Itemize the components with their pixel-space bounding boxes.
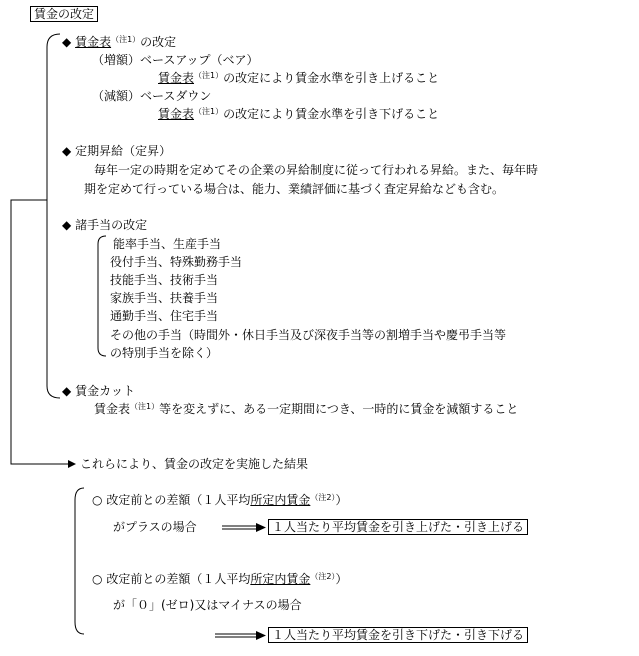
periodic-line-1: 毎年一定の時期を定めてその企業の昇給制度に従って行われる昇給。また、毎年時 [94, 163, 539, 177]
diamond-bullet-icon: ◆ [62, 35, 72, 49]
allowance-item: 家族手当、扶養手当 [110, 291, 219, 305]
wage-table-ref: 賃金表 [158, 107, 195, 121]
allowance-item: の特別手当を除く） [110, 346, 219, 360]
outcome-plus-heading: ○ 改定前との差額（１人平均所定内賃金$^{(注2)}$） [92, 493, 348, 507]
decrease-label: （減額）ベースダウン [92, 89, 212, 103]
diamond-bullet-icon: ◆ [62, 384, 72, 398]
zero-arrow-head [256, 631, 266, 640]
diamond-bullet-icon: ◆ [62, 144, 72, 158]
allowances-head: 諸手当の改定 [75, 218, 148, 232]
note-mark: （注1） [194, 107, 224, 116]
item-cut [62, 383, 135, 399]
decrease-desc-line [158, 106, 439, 124]
note-mark: （注1） [130, 402, 160, 411]
wage-table-tail: の改定 [140, 35, 177, 49]
item-allowances [62, 217, 147, 233]
cut-wage-table: 賃金表 [94, 402, 131, 416]
zero-result-box: １人当たり平均賃金を引き下げた・引き下げる [268, 627, 528, 643]
plus-result-box: １人当たり平均賃金を引き上げた・引き上げる [268, 519, 528, 535]
plus-arrow-head [256, 523, 266, 532]
note-mark: （注1） [194, 71, 224, 80]
outcome-bracket [75, 488, 84, 634]
wage-table-ref: 賃金表 [158, 71, 195, 85]
cut-desc-line [94, 401, 518, 419]
wage-table-label: 賃金表 [75, 35, 112, 49]
cut-head: 賃金カット [75, 384, 135, 398]
note-mark: （注1） [111, 35, 141, 44]
increase-label: （増額）ベースアップ（ベア） [92, 53, 259, 67]
diagram-title: 賃金の改定 [30, 6, 98, 22]
diamond-bullet-icon: ◆ [62, 218, 72, 232]
allowance-item: 通勤手当、住宅手当 [110, 309, 219, 323]
result-text: これらにより、賃金の改定を実施した結果 [80, 457, 309, 471]
item-wage-table [62, 34, 176, 52]
zero-case: が「０」(ゼロ)又はマイナスの場合 [113, 598, 302, 612]
note-mark-2: （注2） [310, 572, 336, 581]
items-bracket [47, 34, 60, 398]
diff-pre: 改定前との差額（１人平均 [106, 572, 251, 586]
increase-desc-line [158, 70, 439, 88]
increase-desc: の改定により賃金水準を引き上げること [223, 71, 440, 85]
periodic-head: 定期昇給（定昇） [75, 144, 172, 158]
plus-case: がプラスの場合 [113, 520, 197, 534]
circle-bullet-icon: ○ [92, 572, 103, 586]
item-periodic [62, 143, 171, 159]
outcome-zero-heading: ○ 改定前との差額（１人平均所定内賃金$^{(注2)}$） [92, 572, 348, 586]
note-mark-2: （注2） [310, 493, 336, 502]
circle-bullet-icon: ○ [92, 493, 103, 507]
periodic-line-2: 期を定めて行っている場合は、能力、業績評価に基づく査定昇給なども含む。 [84, 182, 505, 196]
cut-desc: 等を変えずに、ある一定期間につき、一時的に賃金を減額すること [159, 402, 519, 416]
diff-under: 所定内賃金 [250, 572, 311, 586]
allowance-item: 技能手当、技術手当 [110, 273, 219, 287]
decrease-desc: の改定により賃金水準を引き下げること [223, 107, 440, 121]
allowance-item: 能率手当、生産手当 [113, 237, 222, 251]
diff-pre: 改定前との差額（１人平均 [106, 493, 251, 507]
result-arrow-head [68, 460, 76, 468]
allowance-item: その他の手当（時間外・休日手当及び深夜手当等の割増手当や慶弔手当等 [110, 328, 507, 342]
result-connector [11, 200, 68, 464]
allowance-item: 役付手当、特殊勤務手当 [110, 255, 243, 269]
allowances-bracket [98, 236, 106, 356]
diff-under: 所定内賃金 [250, 493, 311, 507]
